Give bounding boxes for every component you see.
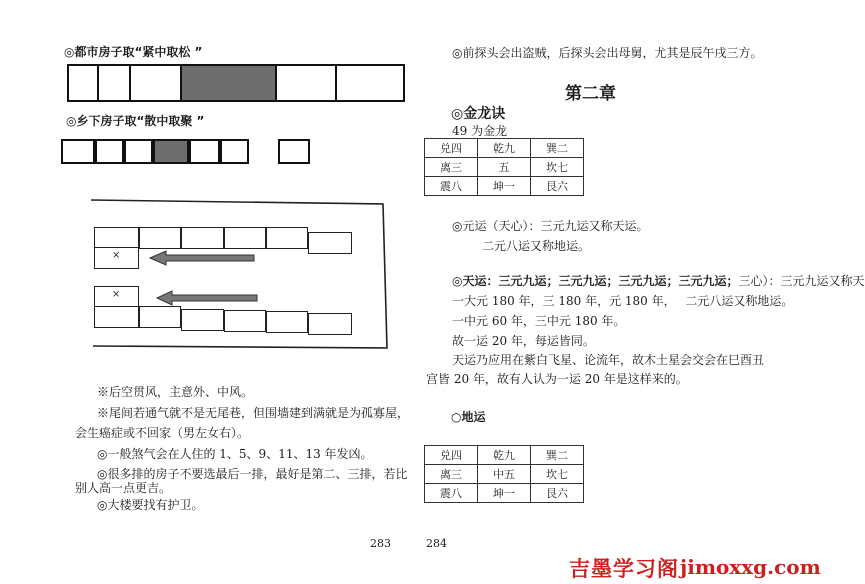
urban-block xyxy=(129,64,182,102)
table-row xyxy=(425,465,584,484)
rural-block xyxy=(220,139,249,164)
rural-block xyxy=(124,139,153,164)
di-yun-table xyxy=(424,445,584,503)
rural-block-chosen xyxy=(153,139,189,164)
chapter-title: 第二章 xyxy=(565,84,616,104)
upper-row-block xyxy=(139,227,181,249)
table-cell: 震八 xyxy=(425,177,478,196)
tian-yun-line: 故一运 20 年，每运皆同。 xyxy=(452,334,595,348)
lower-row-block xyxy=(266,311,308,333)
tian-yun-line: 一大元 180 年，三 180 年，元 180 年， 二元八运又称地运。 xyxy=(452,294,794,308)
tian-yun-line: 天运乃应用在紫白飞星、论流年，故木土星会交会在巳酉丑 xyxy=(452,353,765,367)
tian-yun-head-tail: 三心）：三元九运又称天 xyxy=(738,274,865,288)
rural-block xyxy=(61,139,95,164)
table-cell: 乾九 xyxy=(478,139,531,158)
lower-row-block xyxy=(94,306,139,328)
top-note: ◎前探头会出盗贼，后探头会出母舅，尤其是辰午戌三方。 xyxy=(452,46,763,60)
table-row xyxy=(425,446,584,465)
table-cell: 艮六 xyxy=(531,484,584,503)
section-title: ◎金龙诀 xyxy=(451,106,506,122)
tian-yun-line: 一中元 60 年，三中元 180 年。 xyxy=(452,314,626,328)
table-row xyxy=(425,484,584,503)
table-row xyxy=(425,139,584,158)
rural-block xyxy=(95,139,124,164)
yuan-yun-line: 二元八运又称地运。 xyxy=(482,239,591,253)
table-cell: 乾九 xyxy=(478,446,531,465)
watermark-cn: 吉墨学习阁 xyxy=(569,557,679,581)
luoshu-table xyxy=(424,138,584,196)
note-line: 会生癌症或不回家（男左女右）。 xyxy=(75,426,250,440)
upper-row-block xyxy=(94,227,139,249)
table1-caption: 49 为金龙 xyxy=(452,124,508,138)
urban-block xyxy=(275,64,337,102)
urban-block xyxy=(67,64,99,102)
table-cell: 中五 xyxy=(478,465,531,484)
table-cell: 兑四 xyxy=(425,139,478,158)
table-cell: 离三 xyxy=(425,158,478,177)
di-yun-title: ○地运 xyxy=(451,410,486,424)
watermark-url: jimoxxg.com xyxy=(680,555,821,579)
table-cell: 震八 xyxy=(425,484,478,503)
lower-row-block xyxy=(308,313,352,335)
note-line: ※后空贯风，主意外、中风。 xyxy=(97,385,254,399)
rural-heading: ◎乡下房子取“散中取聚 ” xyxy=(66,114,205,128)
tian-yun-line: 宫皆 20 年，故有人认为一运 20 年是这样来的。 xyxy=(426,372,688,386)
wind-arrow-upper-icon xyxy=(148,249,258,267)
note-line: ◎一般煞气会在人住的 1、5、9、11、13 年发凶。 xyxy=(97,447,373,461)
note-line: ※尾间若通气就不是无尾巷，但围墙建到满就是为孤寡屋， xyxy=(97,406,410,420)
urban-block-chosen xyxy=(180,64,277,102)
yuan-yun-line: ◎元运（天心）：三元九运又称天运。 xyxy=(452,219,649,233)
table-cell: 坎七 xyxy=(531,158,584,177)
table-cell: 巽二 xyxy=(531,446,584,465)
lower-row-end-block xyxy=(94,286,139,308)
note-line: ◎大楼要找有护卫。 xyxy=(97,498,204,512)
upper-row-block xyxy=(181,227,224,249)
note-line: ◎很多排的房子不要选最后一排，最好是第二、三排，若比 xyxy=(97,467,408,481)
table-cell: 艮六 xyxy=(531,177,584,196)
table-row xyxy=(425,177,584,196)
table-row xyxy=(425,158,584,177)
x-mark-top: × xyxy=(112,250,121,261)
page-number-left: 283 xyxy=(370,537,391,550)
lower-row-block xyxy=(139,306,181,328)
page-number-right: 284 xyxy=(426,537,447,550)
upper-row-block xyxy=(308,232,352,254)
tian-yun-line xyxy=(452,273,865,289)
urban-heading: ◎都市房子取“紧中取松 ” xyxy=(64,45,203,59)
urban-block xyxy=(335,64,405,102)
lower-row-block xyxy=(181,309,224,331)
table-cell: 坤一 xyxy=(478,484,531,503)
note-line: 别人高一点更吉。 xyxy=(75,481,172,495)
table-cell: 坤一 xyxy=(478,177,531,196)
table-cell: 坎七 xyxy=(531,465,584,484)
upper-row-end-block xyxy=(94,247,139,269)
table-cell: 五 xyxy=(478,158,531,177)
x-mark-bottom: × xyxy=(112,289,121,300)
upper-row-block xyxy=(224,227,266,249)
table-cell: 兑四 xyxy=(425,446,478,465)
wind-arrow-lower-icon xyxy=(155,290,260,306)
urban-block xyxy=(97,64,131,102)
lower-row-block xyxy=(224,310,266,332)
upper-row-block xyxy=(266,227,308,249)
rural-block-isolated xyxy=(278,139,310,164)
table-cell: 巽二 xyxy=(531,139,584,158)
table-cell: 离三 xyxy=(425,465,478,484)
tian-yun-head: ◎天运：三元九运；三元九运；三元九运；三元九运； xyxy=(452,274,739,288)
rural-block xyxy=(189,139,220,164)
